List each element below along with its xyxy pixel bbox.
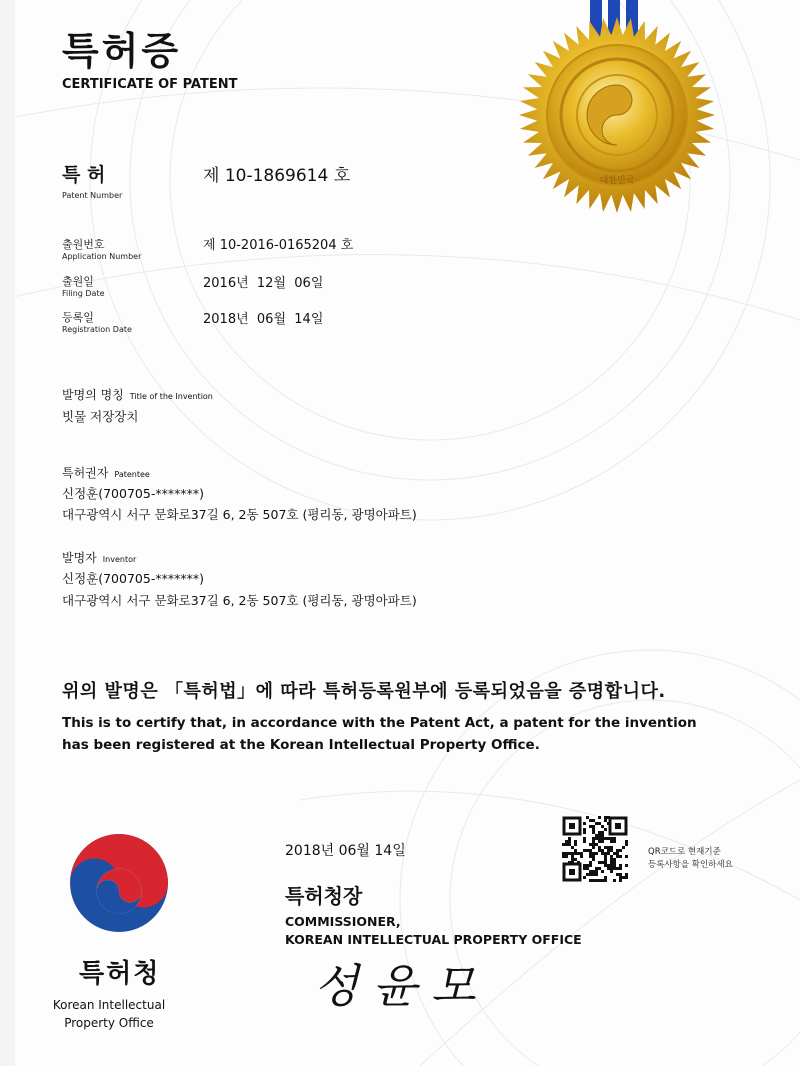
qr-note-line2: 등록사항을 확인하세요 bbox=[648, 860, 733, 870]
commissioner-title-en bbox=[285, 913, 582, 949]
patentee-label-row bbox=[62, 462, 150, 481]
commissioner-title-en-line1: COMMISSIONER, bbox=[285, 914, 401, 929]
inventor-label-row bbox=[62, 547, 136, 566]
patent-number-value: 제 10-1869614 호 bbox=[203, 166, 351, 186]
commissioner-title-ko: 특허청장 bbox=[285, 884, 363, 908]
qr-note bbox=[648, 846, 733, 872]
filing-date-label: 출원일 bbox=[62, 275, 94, 288]
inventor-name: 신정훈(700705-*******) bbox=[62, 571, 204, 586]
inventor-label: 발명자 bbox=[62, 551, 97, 565]
issue-date: 2018년 06월 14일 bbox=[285, 843, 406, 859]
application-number-value: 제 10-2016-0165204 호 bbox=[203, 238, 354, 253]
kipo-name-ko: 특허청 bbox=[79, 959, 161, 989]
patent-number-label: 특 허 bbox=[62, 164, 106, 186]
certificate-title-en: CERTIFICATE OF PATENT bbox=[62, 77, 238, 92]
kipo-taegeuk-logo-icon bbox=[68, 832, 170, 934]
invention-label-row bbox=[62, 384, 213, 403]
certification-statement-ko: 위의 발명은 「특허법」에 따라 특허등록원부에 등록되었음을 증명합니다. bbox=[62, 681, 666, 702]
application-number-label: 출원번호 bbox=[62, 238, 105, 251]
qr-note-line1: QR코드로 현재기준 bbox=[648, 847, 721, 857]
inventor-label-en: Inventor bbox=[102, 555, 137, 564]
invention-label-en: Title of the Invention bbox=[129, 392, 213, 401]
certification-en-line1: This is to certify that, in accordance with the Patent Act, a patent for the invention bbox=[62, 715, 697, 731]
qr-code-icon[interactable] bbox=[562, 816, 628, 882]
registration-date-label: 등록일 bbox=[62, 311, 94, 324]
filing-date-label-en: Filing Date bbox=[62, 289, 105, 298]
certification-en-line2: has been registered at the Korean Intellectual Property Office. bbox=[62, 737, 540, 753]
inventor-address: 대구광역시 서구 문화로37길 6, 2동 507호 (평리동, 광명아파트) bbox=[62, 593, 417, 608]
left-edge-strip bbox=[0, 0, 15, 1066]
invention-label: 발명의 명칭 bbox=[62, 388, 124, 402]
registration-date-label-en: Registration Date bbox=[62, 325, 132, 334]
commissioner-signature: 성윤모 bbox=[314, 959, 490, 1013]
invention-title-value: 빗물 저장장치 bbox=[62, 409, 139, 424]
patent-number-label-en: Patent Number bbox=[62, 191, 123, 200]
kipo-name-en-line2: Property Office bbox=[64, 1016, 154, 1030]
kipo-name-en bbox=[40, 996, 178, 1032]
commissioner-title-en-line2: KOREAN INTELLECTUAL PROPERTY OFFICE bbox=[285, 932, 582, 947]
patentee-address: 대구광역시 서구 문화로37길 6, 2동 507호 (평리동, 광명아파트) bbox=[62, 507, 417, 522]
patentee-label-en: Patentee bbox=[114, 470, 150, 479]
patentee-name: 신정훈(700705-*******) bbox=[62, 486, 204, 501]
kipo-name-en-line1: Korean Intellectual bbox=[52, 998, 166, 1012]
application-number-label-en: Application Number bbox=[62, 252, 142, 261]
certification-statement-en bbox=[62, 712, 697, 756]
patentee-label: 특허권자 bbox=[62, 466, 109, 480]
filing-date-value: 2016년 12월 06일 bbox=[203, 276, 324, 291]
certificate-title-ko: 특허증 bbox=[62, 29, 182, 73]
registration-date-value: 2018년 06월 14일 bbox=[203, 312, 324, 327]
seal-text: 대한민국 bbox=[599, 176, 635, 186]
gold-seal-icon bbox=[517, 15, 717, 215]
